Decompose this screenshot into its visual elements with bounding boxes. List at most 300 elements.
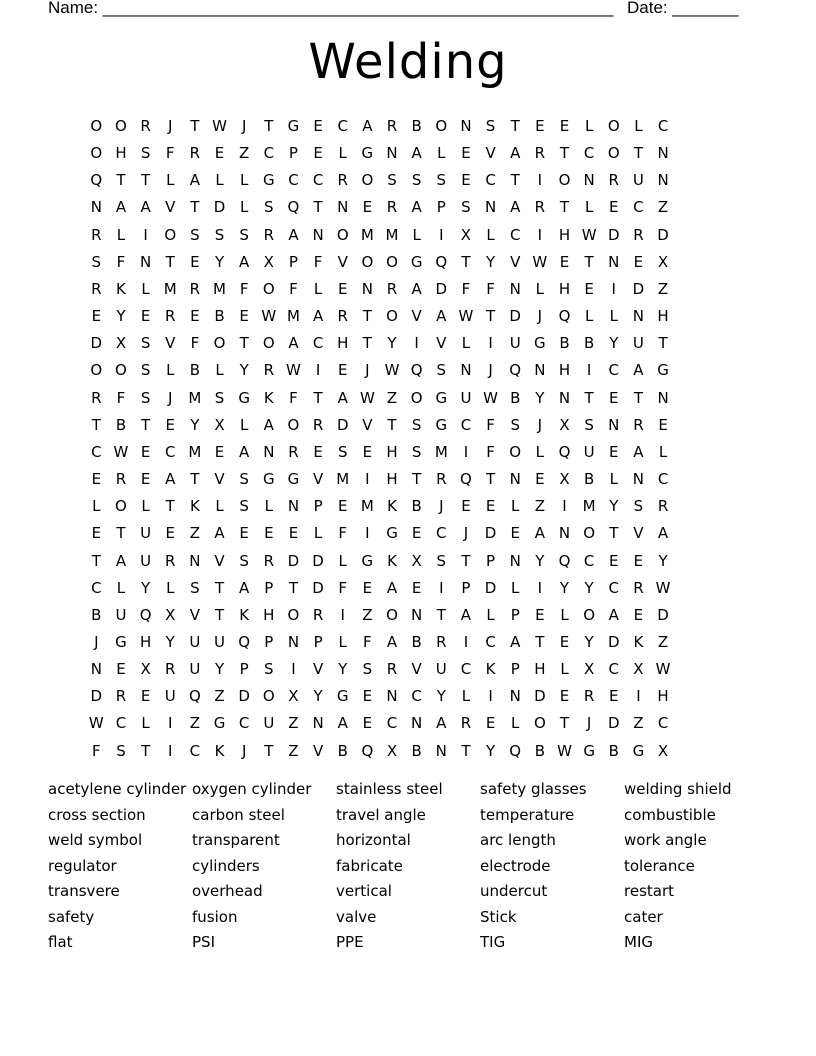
grid-letter: R: [386, 117, 398, 135]
grid-letter: I: [537, 578, 543, 597]
grid-letter: M: [434, 442, 448, 461]
grid-letter: O: [164, 225, 177, 244]
grid-letter: H: [386, 470, 398, 489]
grid-letter: O: [533, 714, 546, 733]
grid-letter: R: [263, 361, 275, 380]
grid-letter: C: [189, 741, 201, 760]
word-bank-item: safety glasses: [480, 780, 587, 798]
grid-letter: L: [239, 198, 249, 217]
grid-letter: L: [511, 497, 520, 516]
word-bank-item: work angle: [624, 831, 707, 849]
grid-letter: D: [607, 632, 620, 651]
grid-letter: E: [116, 660, 126, 679]
grid-letter: P: [288, 144, 298, 163]
grid-letter: A: [411, 198, 422, 217]
grid-letter: C: [238, 714, 250, 733]
grid-letter: Q: [188, 687, 201, 706]
grid-letter: E: [264, 524, 274, 543]
grid-row: [84, 385, 675, 412]
grid-letter: Y: [609, 497, 619, 516]
grid-letter: T: [362, 334, 372, 353]
grid-letter: A: [214, 524, 225, 543]
grid-letter: K: [263, 388, 274, 407]
grid-row: [84, 439, 675, 466]
grid-letter: V: [411, 660, 422, 679]
grid-letter: N: [534, 361, 546, 380]
grid-letter: R: [436, 470, 447, 489]
grid-letter: X: [263, 252, 274, 271]
grid-letter: U: [509, 334, 521, 353]
grid-letter: O: [583, 605, 596, 624]
grid-letter: B: [115, 415, 127, 434]
grid-row: [84, 493, 675, 520]
grid-letter: E: [559, 632, 570, 651]
grid-letter: L: [141, 279, 150, 298]
grid-letter: B: [510, 388, 521, 407]
grid-letter: D: [90, 687, 103, 706]
grid-letter: L: [609, 307, 618, 326]
grid-letter: L: [215, 497, 224, 516]
grid-letter: S: [214, 388, 225, 407]
grid-letter: S: [485, 117, 496, 135]
grid-letter: E: [313, 117, 323, 135]
grid-letter: F: [363, 632, 372, 651]
grid-letter: R: [115, 470, 127, 489]
grid-letter: Q: [139, 605, 152, 624]
grid-letter: R: [165, 551, 176, 570]
grid-letter: T: [264, 741, 274, 760]
grid-letter: I: [488, 687, 493, 706]
grid-letter: I: [537, 225, 543, 244]
grid-letter: E: [362, 198, 373, 217]
grid-letter: F: [486, 442, 495, 461]
grid-letter: Z: [189, 714, 201, 733]
grid-letter: C: [633, 198, 644, 217]
grid-letter: E: [411, 578, 422, 597]
grid-letter: T: [559, 198, 570, 217]
grid-letter: H: [558, 361, 571, 380]
grid-letter: T: [313, 198, 323, 217]
grid-letter: C: [337, 117, 348, 135]
grid-letter: Y: [141, 578, 151, 597]
grid-letter: C: [312, 334, 324, 353]
grid-letter: Z: [657, 279, 669, 298]
grid-letter: S: [116, 741, 126, 760]
grid-letter: V: [189, 605, 201, 624]
grid-letter: Y: [535, 551, 545, 570]
grid-letter: T: [485, 307, 496, 326]
grid-letter: A: [115, 551, 127, 570]
grid-letter: T: [214, 605, 225, 624]
word-bank-item: cater: [624, 907, 663, 926]
grid-letter: X: [633, 660, 644, 679]
grid-letter: G: [287, 117, 300, 135]
grid-letter: W: [113, 442, 129, 461]
grid-letter: O: [435, 117, 448, 135]
grid-letter: S: [633, 497, 644, 516]
grid-letter: I: [463, 442, 469, 461]
grid-letter: H: [558, 279, 571, 298]
grid-letter: C: [657, 714, 669, 733]
grid-letter: B: [411, 632, 422, 651]
grid-letter: E: [609, 687, 619, 706]
grid-row: [84, 656, 675, 683]
grid-letter: E: [140, 307, 151, 326]
grid-letter: H: [115, 144, 127, 163]
word-bank-item: overhead: [192, 882, 263, 900]
grid-letter: R: [312, 605, 324, 624]
grid-letter: I: [340, 605, 345, 624]
grid-letter: K: [214, 741, 225, 760]
grid-letter: Y: [338, 660, 348, 679]
grid-letter: R: [386, 660, 398, 679]
grid-letter: H: [386, 442, 398, 461]
grid-row: [84, 357, 675, 384]
grid-letter: T: [239, 334, 249, 353]
grid-letter: R: [140, 117, 151, 135]
word-bank-item: combustible: [624, 805, 716, 824]
grid-letter: S: [436, 171, 447, 190]
grid-letter: Z: [239, 144, 250, 163]
grid-letter: E: [609, 388, 619, 407]
grid-letter: N: [632, 307, 645, 326]
grid-letter: O: [336, 225, 349, 244]
grid-letter: E: [461, 171, 471, 190]
grid-letter: X: [411, 551, 422, 570]
grid-letter: H: [337, 334, 349, 353]
grid-letter: Q: [361, 741, 374, 760]
grid-letter: S: [264, 198, 274, 217]
grid-letter: T: [288, 578, 299, 597]
grid-letter: J: [168, 117, 173, 135]
grid-letter: O: [90, 361, 103, 380]
grid-letter: E: [313, 144, 323, 163]
grid-letter: I: [636, 687, 641, 706]
grid-letter: T: [141, 171, 151, 190]
grid-letter: S: [362, 660, 373, 679]
grid-letter: N: [509, 470, 521, 489]
grid-letter: Z: [633, 714, 644, 733]
grid-letter: V: [510, 252, 521, 271]
grid-letter: G: [336, 687, 349, 706]
grid-letter: W: [212, 117, 227, 135]
grid-letter: G: [583, 741, 595, 760]
grid-letter: L: [215, 171, 224, 190]
grid-letter: S: [584, 415, 594, 434]
word-bank-item: restart: [624, 882, 675, 900]
grid-letter: T: [91, 551, 101, 570]
grid-letter: E: [609, 198, 619, 217]
grid-letter: C: [288, 171, 299, 190]
grid-letter: Y: [165, 632, 175, 651]
grid-letter: W: [557, 741, 572, 760]
grid-letter: L: [437, 144, 446, 163]
grid-letter: V: [436, 334, 447, 353]
grid-letter: K: [485, 660, 496, 679]
grid-letter: U: [435, 660, 447, 679]
grid-letter: M: [188, 442, 202, 461]
grid-row: [84, 140, 675, 167]
grid-letter: T: [436, 605, 446, 624]
grid-letter: Y: [559, 578, 570, 597]
grid-letter: I: [365, 524, 370, 543]
grid-letter: M: [582, 497, 596, 516]
grid-letter: D: [336, 415, 349, 434]
grid-letter: Y: [387, 334, 397, 353]
grid-letter: A: [239, 252, 250, 271]
grid-letter: Q: [558, 551, 571, 570]
grid-letter: Q: [509, 741, 522, 760]
grid-letter: F: [461, 279, 471, 298]
grid-letter: S: [411, 415, 422, 434]
grid-letter: M: [286, 307, 300, 326]
grid-letter: T: [584, 388, 594, 407]
grid-letter: R: [189, 144, 201, 163]
grid-letter: R: [337, 307, 348, 326]
grid-letter: Q: [410, 361, 423, 380]
grid-letter: E: [485, 714, 496, 733]
grid-letter: S: [214, 225, 225, 244]
grid-letter: E: [140, 687, 151, 706]
grid-letter: A: [263, 415, 274, 434]
grid-letter: R: [436, 632, 447, 651]
grid-letter: V: [362, 415, 373, 434]
grid-letter: G: [632, 741, 645, 760]
grid-row: [84, 548, 675, 575]
grid-row: [84, 222, 675, 249]
grid-letter: N: [90, 660, 102, 679]
grid-letter: Y: [214, 660, 225, 679]
grid-letter: I: [168, 741, 173, 760]
grid-letter: K: [116, 279, 126, 298]
grid-letter: X: [657, 741, 669, 760]
grid-letter: G: [386, 524, 398, 543]
word-bank-item: arc length: [480, 831, 556, 849]
grid-letter: T: [387, 415, 397, 434]
grid-letter: V: [411, 307, 422, 326]
grid-letter: T: [535, 632, 545, 651]
grid-letter: C: [460, 660, 472, 679]
grid-letter: L: [535, 442, 545, 461]
grid-letter: D: [607, 225, 620, 244]
word-bank-row: [48, 931, 768, 957]
grid-letter: Y: [313, 687, 323, 706]
grid-letter: B: [583, 334, 595, 353]
grid-letter: C: [460, 415, 472, 434]
grid-letter: T: [313, 388, 323, 407]
grid-letter: C: [386, 714, 398, 733]
grid-letter: T: [559, 714, 570, 733]
grid-letter: V: [312, 660, 324, 679]
grid-letter: B: [583, 470, 595, 489]
grid-letter: A: [312, 307, 324, 326]
grid-letter: Z: [657, 198, 669, 217]
grid-row: [84, 167, 675, 194]
grid-letter: N: [558, 388, 571, 407]
grid-letter: N: [361, 279, 373, 298]
grid-letter: S: [264, 660, 274, 679]
grid-letter: B: [411, 497, 422, 516]
grid-letter: S: [239, 497, 249, 516]
grid-letter: M: [360, 225, 374, 244]
grid-letter: S: [140, 388, 151, 407]
grid-letter: G: [287, 470, 300, 489]
grid-letter: L: [116, 225, 126, 244]
grid-letter: U: [632, 334, 644, 353]
grid-letter: C: [263, 144, 275, 163]
word-bank-row: [48, 804, 768, 830]
grid-row: [84, 194, 675, 221]
grid-letter: D: [213, 198, 226, 217]
grid-letter: J: [537, 307, 543, 326]
word-bank-item: fusion: [192, 907, 238, 926]
grid-letter: K: [633, 632, 644, 651]
grid-letter: I: [439, 578, 444, 597]
grid-letter: L: [486, 225, 495, 244]
grid-letter: D: [90, 334, 103, 353]
grid-letter: E: [91, 524, 102, 543]
grid-letter: Y: [485, 252, 496, 271]
grid-letter: E: [91, 470, 102, 489]
grid-letter: L: [166, 171, 175, 190]
word-bank-item: welding shield: [624, 780, 732, 798]
grid-letter: N: [386, 687, 398, 706]
grid-letter: S: [91, 252, 102, 271]
grid-letter: S: [387, 171, 397, 190]
word-bank-item: temperature: [480, 805, 575, 824]
grid-letter: W: [458, 307, 474, 326]
grid-letter: N: [509, 687, 521, 706]
grid-letter: F: [313, 252, 323, 271]
grid-letter: I: [463, 632, 469, 651]
grid-letter: C: [312, 171, 324, 190]
word-bank-row: [48, 906, 768, 932]
grid-letter: L: [264, 497, 273, 516]
grid-letter: R: [460, 714, 472, 733]
grid-letter: L: [412, 225, 421, 244]
grid-letter: W: [655, 578, 671, 597]
grid-letter: E: [214, 442, 225, 461]
grid-letter: L: [535, 279, 545, 298]
grid-letter: X: [583, 660, 595, 679]
grid-letter: Z: [534, 497, 545, 516]
grid-letter: Q: [238, 632, 251, 651]
grid-letter: H: [534, 660, 546, 679]
grid-letter: I: [562, 497, 567, 516]
grid-letter: E: [337, 497, 348, 516]
grid-letter: S: [411, 171, 422, 190]
grid-letter: T: [609, 524, 619, 543]
grid-letter: H: [657, 307, 669, 326]
grid-letter: E: [559, 687, 570, 706]
grid-letter: J: [586, 714, 592, 733]
grid-letter: O: [287, 605, 300, 624]
grid-letter: J: [94, 632, 99, 651]
grid-letter: O: [386, 307, 398, 326]
grid-letter: E: [190, 252, 200, 271]
grid-letter: A: [534, 524, 545, 543]
grid-letter: S: [239, 470, 249, 489]
grid-letter: A: [411, 279, 422, 298]
grid-letter: T: [412, 470, 422, 489]
grid-letter: N: [558, 524, 571, 543]
grid-letter: O: [361, 171, 374, 190]
word-bank-row: [48, 855, 768, 881]
grid-letter: T: [461, 551, 471, 570]
grid-letter: X: [140, 660, 151, 679]
grid-letter: O: [262, 687, 275, 706]
grid-letter: S: [461, 198, 471, 217]
grid-letter: V: [165, 334, 176, 353]
grid-letter: C: [608, 361, 620, 380]
grid-letter: D: [312, 551, 324, 570]
grid-row: [84, 276, 675, 303]
grid-letter: C: [608, 660, 620, 679]
grid-letter: Z: [386, 388, 398, 407]
page-title: Welding: [308, 34, 508, 90]
grid-letter: O: [90, 144, 103, 163]
grid-letter: E: [633, 605, 644, 624]
grid-letter: L: [658, 442, 668, 461]
grid-letter: V: [312, 741, 324, 760]
grid-letter: B: [411, 741, 422, 760]
grid-letter: L: [166, 578, 175, 597]
grid-letter: P: [510, 660, 520, 679]
grid-letter: U: [263, 714, 275, 733]
grid-letter: D: [632, 279, 645, 298]
grid-letter: D: [657, 605, 669, 624]
grid-letter: L: [313, 524, 323, 543]
grid-letter: T: [190, 470, 200, 489]
word-bank-item: Stick: [480, 907, 517, 926]
grid-letter: F: [486, 415, 495, 434]
word-bank-item: flat: [48, 933, 73, 951]
grid-letter: A: [510, 632, 521, 651]
grid-letter: Y: [584, 632, 594, 651]
grid-letter: Q: [287, 198, 300, 217]
grid-letter: Q: [558, 442, 571, 461]
grid-letter: E: [411, 524, 422, 543]
grid-letter: M: [163, 279, 177, 298]
word-bank-item: stainless steel: [336, 780, 443, 798]
grid-letter: U: [460, 388, 472, 407]
grid-letter: C: [115, 714, 127, 733]
grid-letter: N: [460, 361, 472, 380]
grid-letter: X: [559, 470, 570, 489]
grid-letter: T: [658, 334, 668, 353]
grid-letter: K: [387, 497, 397, 516]
grid-letter: Q: [435, 252, 448, 271]
grid-letter: A: [510, 198, 521, 217]
grid-letter: L: [166, 361, 175, 380]
grid-letter: E: [461, 497, 471, 516]
word-bank-row: [48, 778, 768, 804]
grid-letter: N: [509, 551, 521, 570]
grid-letter: A: [411, 144, 422, 163]
word-bank-item: undercut: [480, 882, 548, 900]
grid-letter: A: [140, 198, 151, 217]
grid-letter: F: [338, 578, 348, 597]
grid-letter: A: [633, 361, 644, 380]
grid-letter: Y: [535, 388, 545, 407]
grid-letter: E: [461, 144, 471, 163]
grid-letter: T: [165, 497, 175, 516]
grid-row: [84, 466, 675, 493]
grid-letter: D: [484, 524, 497, 543]
grid-letter: T: [510, 171, 520, 190]
grid-letter: O: [410, 388, 423, 407]
grid-letter: W: [655, 660, 671, 679]
